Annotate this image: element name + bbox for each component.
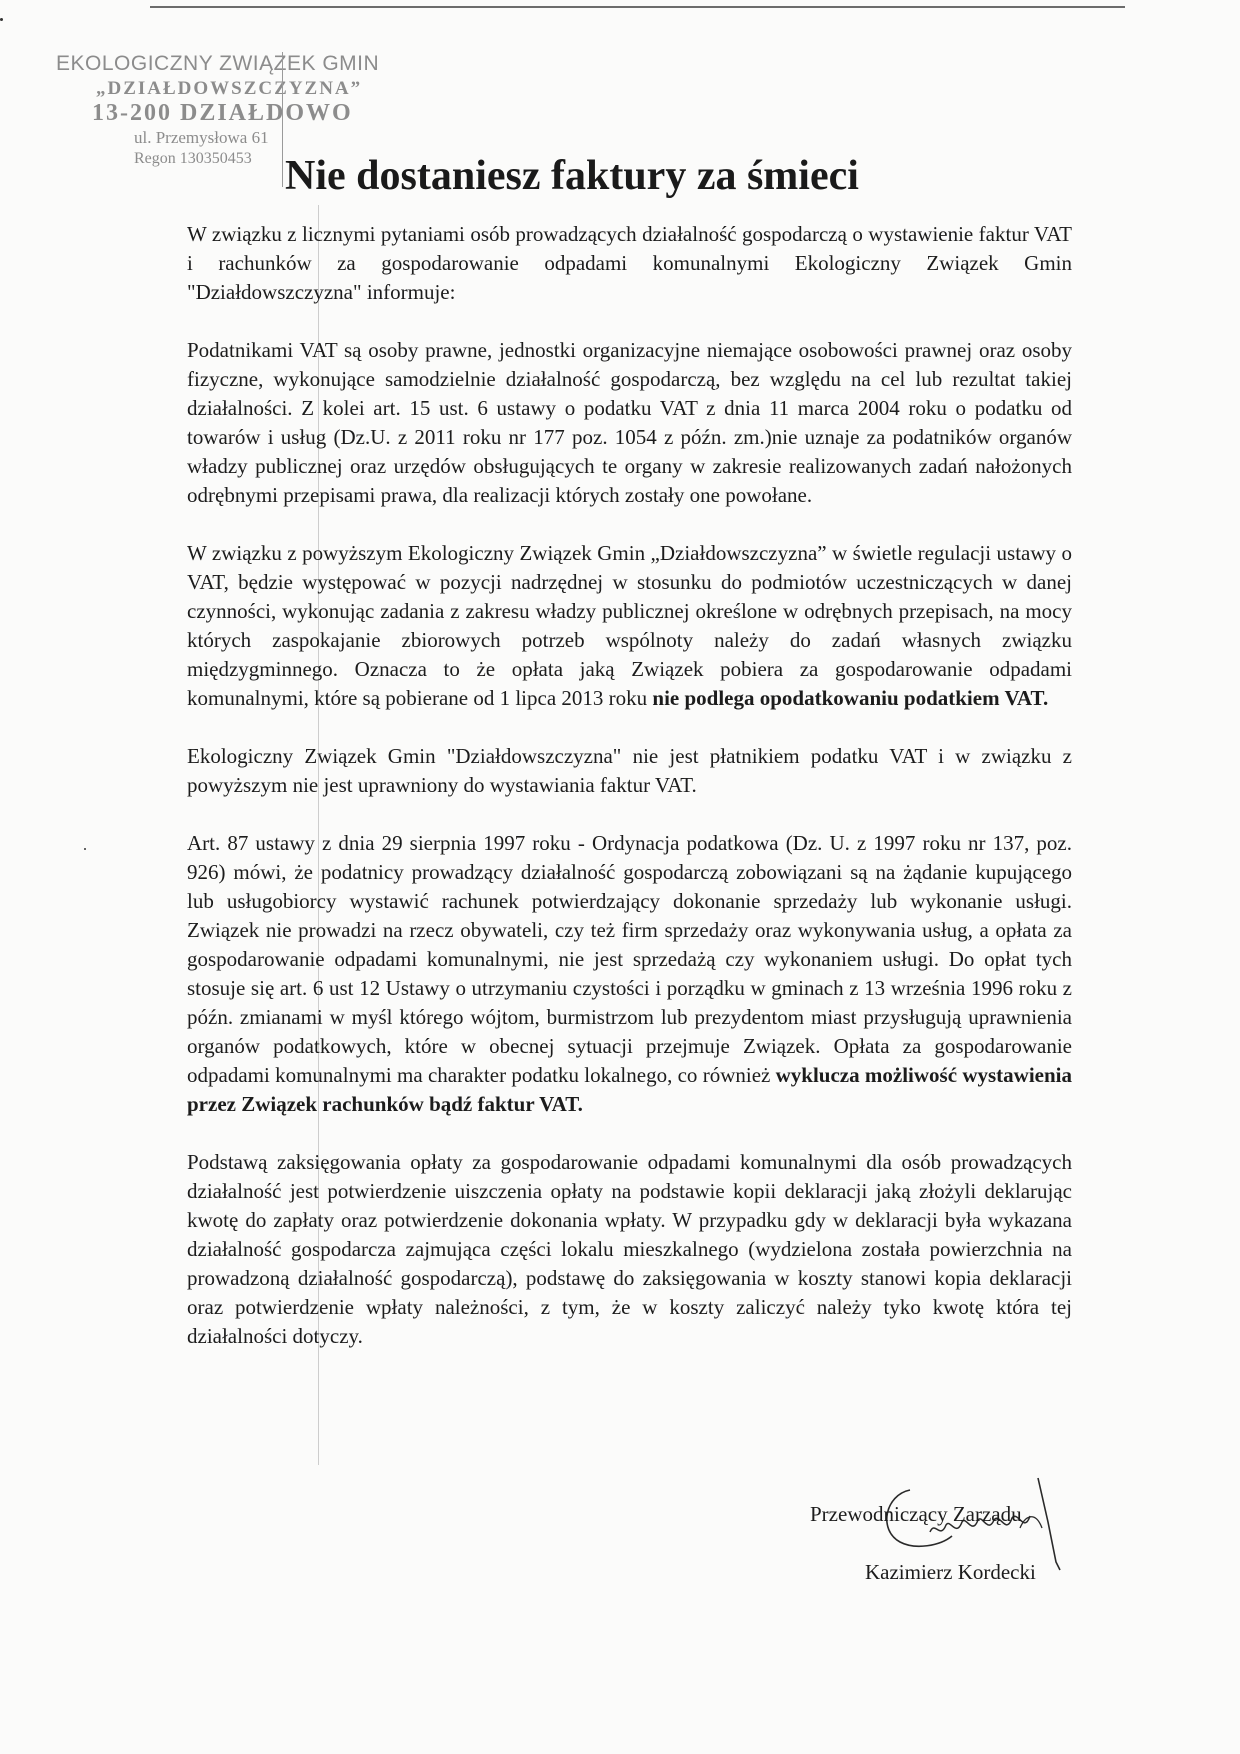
scan-speck	[84, 848, 86, 850]
stamp-line-4: ul. Przemysłowa 61	[134, 128, 269, 147]
scan-speck	[0, 18, 3, 21]
document-title: Nie dostaniesz faktury za śmieci	[285, 153, 859, 199]
signature-name: Kazimierz Kordecki	[865, 1560, 1036, 1584]
paragraph-1	[187, 220, 1072, 307]
paragraph-emphasis: wyklucza możliwość wystawienia przez Związek rachunków bądź faktur VAT.	[187, 1063, 1072, 1116]
paragraph-emphasis: nie podlega opodatkowaniu podatkiem VAT.	[652, 686, 1049, 710]
paragraph-2	[187, 336, 1072, 510]
paragraph-text: W związku z licznymi pytaniami osób prowadzących działalność gospodarczą o wystawienie faktur VAT i rachunków za gospodarowanie odpadami komunalnymi Ekologiczny Związek Gmin "Działdowszczyzna" informuje:	[187, 222, 1072, 304]
stamp-line-5: Regon 130350453	[134, 150, 252, 167]
paragraph-text: W związku z powyższym Ekologiczny Związek Gmin „Działdowszczyzna” w świetle regulacji ustawy o VAT, będzie występować w pozycji nadrzędnej w stosunku do podmiotów uczestniczących w danej czynności, wykonując zadania z zakresu władzy publicznej określone w odrębnych przepisach, na mocy których zaspokajanie zbiorowych potrzeb wspólnoty należy do zadań własnych związku międzygminnego. Oznacza to że opłata jaką Związek pobiera za gospodarowanie odpadami komunalnymi, które są pobierane od 1 lipca 2013 roku	[187, 541, 1072, 710]
paragraph-4	[187, 742, 1072, 800]
paragraph-text: Podatnikami VAT są osoby prawne, jednostki organizacyjne niemające osobowości prawnej oraz osoby fizyczne, wykonujące samodzielnie działalność gospodarczą, bez względu na cel lub rezultat takiej działalności. Z kolei art. 15 ust. 6 ustawy o podatku VAT z dnia 11 marca 2004 roku o podatku od towarów i usług (Dz.U. z 2011 roku nr 177 poz. 1054 z późn. zm.)nie uznaje za podatników organów władzy publicznej oraz urzędów obsługujących te organy w zakresie realizowanych zadań nałożonych odrębnymi przepisami prawa, dla realizacji których zostały one powołane.	[187, 338, 1072, 507]
paragraph-6	[187, 1148, 1072, 1351]
stamp-line-3: 13-200 DZIAŁDOWO	[92, 100, 353, 126]
signature-role: Przewodniczący Zarządu	[810, 1502, 1022, 1526]
stamp-line-1: EKOLOGICZNY ZWIĄZEK GMIN	[56, 52, 380, 75]
stamp-line-2: „DZIAŁDOWSZCZYZNA”	[96, 78, 363, 99]
paragraph-3	[187, 539, 1072, 713]
paragraph-text: Podstawą zaksięgowania opłaty za gospodarowanie odpadami komunalnymi dla osób prowadzących działalność jest potwierdzenie uiszczenia opłaty na podstawie kopii deklaracji jaką złożyli deklarując kwotę do zapłaty oraz potwierdzenie dokonania wpłaty. W przypadku gdy w deklaracji była wykazana działalność gospodarcza zajmująca części lokalu mieszkalnego (wydzielona została powierzchnia na prowadzoną działalność gospodarczą), podstawę do zaksięgowania w koszty stanowi kopia deklaracji oraz potwierdzenie wpłaty należności, z tym, że w koszty zaliczyć należy tyko kwotę która tej działalności dotyczy.	[187, 1150, 1072, 1348]
top-rule	[150, 6, 1125, 8]
stamp-margin-line	[282, 52, 283, 187]
paragraph-5	[187, 829, 1072, 1119]
document-body	[187, 220, 1072, 1380]
paragraph-text: Ekologiczny Związek Gmin "Działdowszczyzna" nie jest płatnikiem podatku VAT i w związku z powyższym nie jest uprawniony do wystawiania faktur VAT.	[187, 744, 1072, 797]
paragraph-text: Art. 87 ustawy z dnia 29 sierpnia 1997 roku - Ordynacja podatkowa (Dz. U. z 1997 roku nr 137, poz. 926) mówi, że podatnicy prowadzący działalność gospodarczą zobowiązani są na żądanie kupującego lub usługobiorcy wystawić rachunek potwierdzający dokonanie sprzedaży lub wykonanie usługi. Związek nie prowadzi na rzecz obywateli, czy też firm sprzedaży oraz wykonywania usług, a opłata za gospodarowanie odpadami komunalnymi, nie jest sprzedażą czy wykonaniem usługi. Do opłat tych stosuje się art. 6 ust 12 Ustawy o utrzymaniu czystości i porządku w gminach z 13 września 1996 roku z późn. zmianami w myśl którego wójtom, burmistrzom lub prezydentom miast przysługują uprawnienia organów podatkowych, które w obecnej sytuacji przejmuje Związek. Opłata za gospodarowanie odpadami komunalnymi ma charakter podatku lokalnego, co również	[187, 831, 1072, 1087]
